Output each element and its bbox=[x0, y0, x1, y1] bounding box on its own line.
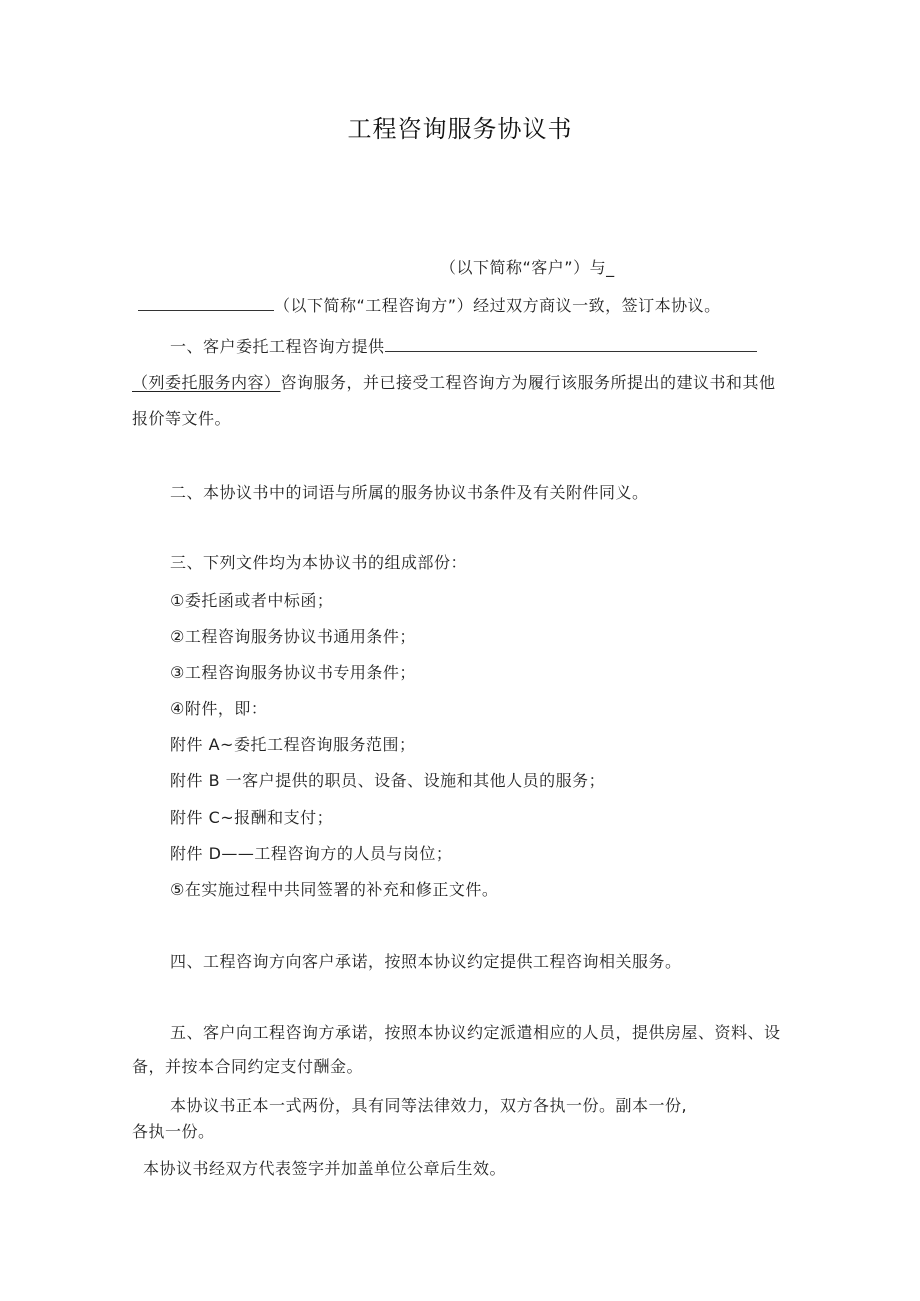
clause-1-line-1 bbox=[170, 335, 757, 359]
clause-1-lead: 一、客户委托工程咨询方提供 bbox=[170, 337, 385, 356]
copies-line-1: 本协议书正本一式两份，具有同等法律效力，双方各执一份。副本一份, bbox=[170, 1096, 688, 1115]
consultant-reference-line bbox=[138, 294, 721, 318]
effective-clause: 本协议书经双方代表签字并加盖单位公章后生效。 bbox=[143, 1159, 507, 1178]
service-content-blank bbox=[385, 335, 757, 352]
clause-5-line-2: 备，并按本合同约定支付酬金。 bbox=[132, 1057, 364, 1076]
clause-3-item: ②工程咨询服务协议书通用条件； bbox=[170, 627, 416, 646]
clause-3-item: ③工程咨询服务协议书专用条件； bbox=[170, 663, 416, 682]
document-title: 工程咨询服务协议书 bbox=[347, 115, 573, 143]
attachment-d: 附件 D——工程咨询方的人员与岗位； bbox=[170, 844, 453, 863]
consultant-reference: （以下简称“工程咨询方”）经过双方商议一致，签订本协议。 bbox=[274, 296, 721, 315]
copies-line-2: 各执一份。 bbox=[132, 1122, 215, 1141]
clause-1-line-2-text: 咨询服务，并已接受工程咨询方为履行该服务所提出的建议书和其他 bbox=[280, 373, 776, 392]
clause-2: 二、本协议书中的词语与所属的服务协议书条件及有关附件同义。 bbox=[170, 483, 649, 502]
clause-4: 四、工程咨询方向客户承诺，按照本协议约定提供工程咨询相关服务。 bbox=[170, 952, 682, 971]
attachment-c: 附件 C~报酬和支付； bbox=[170, 808, 334, 827]
consultant-name-blank bbox=[138, 294, 274, 311]
attachment-a: 附件 A~委托工程咨询服务范围； bbox=[170, 735, 416, 754]
clause-5-line-1: 五、客户向工程咨询方承诺，按照本协议约定派遣相应的人员，提供房屋、资料、设 bbox=[170, 1023, 781, 1042]
clause-1-line-3: 报价等文件。 bbox=[132, 409, 232, 428]
clause-3-lead: 三、下列文件均为本协议书的组成部份： bbox=[170, 553, 468, 572]
service-content-label: （列委托服务内容） bbox=[132, 373, 281, 392]
attachment-b: 附件 B 一客户提供的职员、设备、设施和其他人员的服务； bbox=[170, 771, 606, 790]
clause-3-item: ④附件，即： bbox=[170, 699, 268, 718]
client-reference: （以下简称“客户”）与_ bbox=[440, 258, 615, 277]
clause-1-line-2 bbox=[132, 371, 776, 395]
clause-3-item: ①委托函或者中标函； bbox=[170, 591, 334, 610]
clause-3-item: ⑤在实施过程中共同签署的补充和修正文件。 bbox=[170, 880, 499, 899]
